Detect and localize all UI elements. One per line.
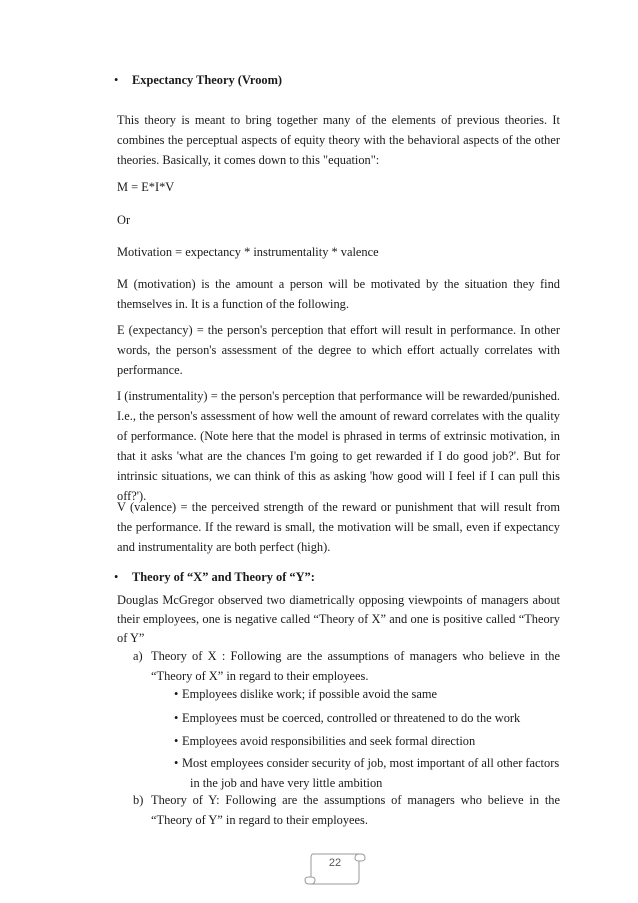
- paragraph-motivation: Motivation = expectancy * instrumentality * valence: [117, 245, 379, 259]
- bullet-icon: •: [114, 570, 119, 584]
- paragraph-equation: M = E*I*V: [117, 180, 175, 194]
- bullet-icon: •: [174, 711, 179, 725]
- list-label: a): [133, 649, 143, 663]
- page-number: 22: [328, 857, 342, 869]
- sub-item-text: Employees dislike work; if possible avoid the same: [182, 687, 437, 701]
- list-text: Theory of Y: Following are the assumptions of managers who believe in the “Theory of Y” in regard to their employees.: [151, 793, 560, 827]
- sub-item-text-continued: in the job and have very little ambition: [190, 776, 383, 790]
- list-item-theory-x: [133, 646, 560, 686]
- bullet-icon: •: [114, 73, 119, 87]
- paragraph-intro: This theory is meant to bring together many of the elements of previous theories. It combines the perceptual aspects of equity theory with the behavioral aspects of the other theories. Basically, it comes down to this "equation":: [117, 113, 560, 167]
- sub-item-text: Employees avoid responsibilities and seek formal direction: [182, 734, 476, 748]
- sub-item: [174, 753, 564, 793]
- paragraph-e-definition: E (expectancy) = the person's perception that effort will result in performance. In other words, the person's assessment of the degree to which effort actually correlates with performance.: [117, 323, 560, 377]
- paragraph-or: Or: [117, 213, 131, 227]
- list-text: Theory of X : Following are the assumptions of managers who believe in the “Theory of X” in regard to their employees.: [151, 649, 560, 683]
- heading-text: Theory of “X” and Theory of “Y”:: [132, 570, 315, 584]
- paragraph-m-definition: M (motivation) is the amount a person will be motivated by the situation they find themselves in. It is a function of the following.: [117, 277, 560, 311]
- sub-item-text: Most employees consider security of job, most important of all other factors: [182, 756, 560, 770]
- sub-item: [174, 708, 564, 728]
- paragraph-v-definition: V (valence) = the perceived strength of the reward or punishment that will result from the performance. If the reward is small, the motivation will be small, even if expectancy and instrumentality are both perfect (high).: [117, 500, 560, 554]
- paragraph-i-definition: I (instrumentality) = the person's perception that performance will be rewarded/punished. I.e., the person's assessment of how well the amount of reward correlates with the quality of performance. (Note here that the model is phrased in terms of extrinsic motivation, in that it asks 'what are the chances I'm going to get rewarded if I do good job?'. But for intrinsic situations, we can think of this as asking 'how good will I feel if I can pull this off?').: [117, 389, 560, 503]
- bullet-icon: •: [174, 734, 179, 748]
- paragraph-mcgregor: Douglas McGregor observed two diametrically opposing viewpoints of managers about their employees, one is negative called “Theory of X” and one is positive called “Theory of Y”: [117, 593, 560, 645]
- sub-item: [174, 684, 564, 704]
- list-label: b): [133, 793, 144, 807]
- bullet-icon: •: [174, 756, 179, 770]
- section-heading-theory-xy: [114, 570, 315, 585]
- section-heading-expectancy: [114, 73, 283, 88]
- sub-item-text: Employees must be coerced, controlled or threatened to do the work: [182, 711, 521, 725]
- heading-text: Expectancy Theory (Vroom): [132, 73, 283, 87]
- list-item-theory-y: [133, 790, 560, 830]
- sub-item: [174, 731, 564, 751]
- page-number-scroll: [303, 848, 367, 888]
- bullet-icon: •: [174, 687, 179, 701]
